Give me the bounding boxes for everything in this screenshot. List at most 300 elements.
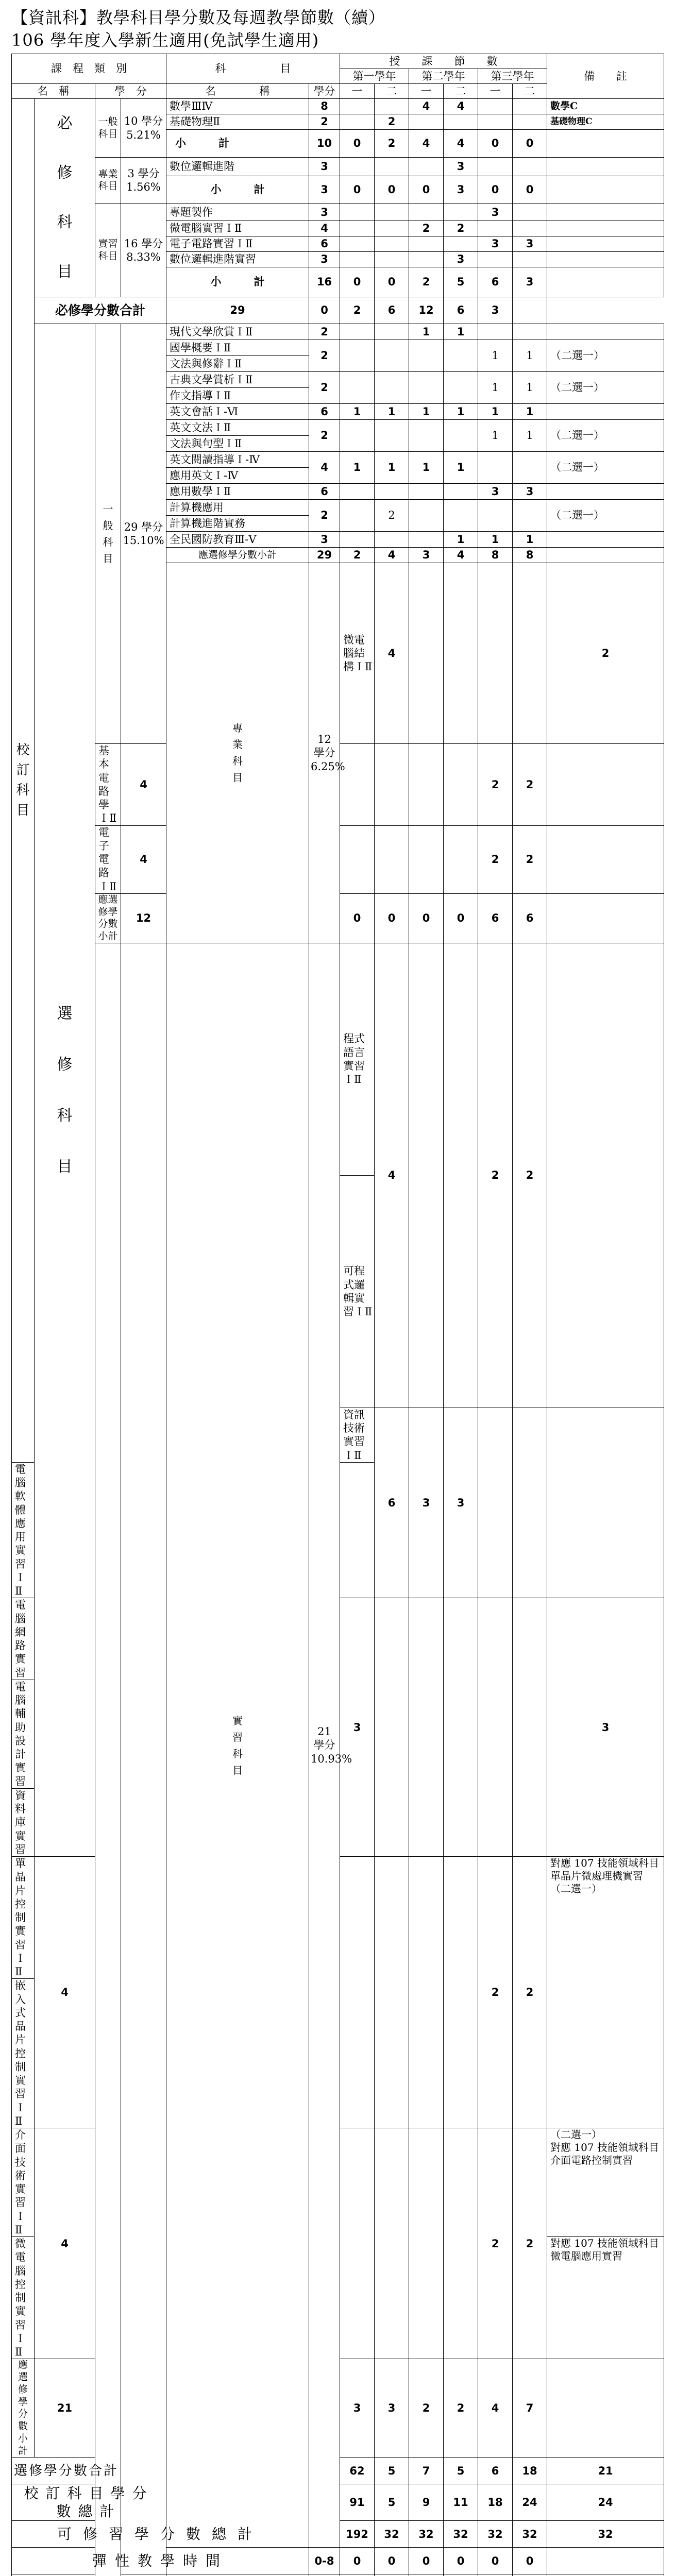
vertical-char: 目 — [232, 771, 243, 784]
cell-line: 6.25% — [311, 760, 345, 773]
remark-cell: （二選一） — [547, 372, 664, 404]
hours-cell: 0 — [375, 176, 409, 204]
subject-name: 文法與句型ＩⅡ — [166, 436, 309, 452]
remark-cell — [547, 2548, 664, 2574]
hours-cell: 0 — [478, 2548, 513, 2574]
hours-cell — [375, 532, 409, 548]
category-header: 課 程 類 別 — [12, 54, 166, 84]
hours-cell — [513, 99, 547, 114]
professional-credits — [309, 563, 345, 943]
cell-line: 12 學分 — [313, 733, 335, 759]
hours-cell: 2 — [375, 500, 409, 532]
hours-cell: 4 — [444, 99, 478, 114]
hours-cell — [478, 158, 513, 176]
subject-name: 專題製作 — [166, 204, 309, 221]
remark-cell: 對應 107 技能領域科目單晶片微處理機實習 （二選一） — [547, 1857, 664, 2128]
hours-cell — [340, 221, 375, 236]
hours-cell: 0 — [409, 2548, 444, 2574]
hours-cell — [340, 1857, 375, 2128]
subject-name: 資訊技術實習ＩⅡ — [340, 1408, 375, 1462]
remark-cell: 基礎物理C — [547, 114, 664, 130]
hours-cell: 5 — [444, 2458, 478, 2484]
hours-cell — [409, 943, 444, 1408]
hours-cell: 5 — [375, 2484, 409, 2521]
hours-cell — [513, 1408, 547, 1598]
hours-cell — [513, 114, 547, 130]
hours-cell — [478, 500, 513, 532]
hours-cell — [444, 484, 478, 500]
hours-cell — [478, 452, 513, 484]
hours-cell: 1 — [478, 372, 513, 404]
remark-cell — [547, 130, 664, 158]
remarks-header: 備 註 — [547, 54, 664, 99]
general-label: 一般科目 — [95, 99, 121, 158]
hours-cell: 2 — [478, 744, 513, 826]
subject-credit: 4 — [309, 452, 340, 484]
hours-cell — [340, 204, 375, 221]
hours-cell: 5 — [375, 2458, 409, 2484]
hours-cell: 6 — [478, 893, 513, 943]
subject-name: 電子電路ＩⅡ — [95, 825, 121, 893]
hours-header: 授 課 節 數 — [340, 54, 547, 69]
hours-cell: 2 — [513, 2128, 547, 2359]
practice-label — [166, 943, 309, 2548]
hours-cell — [478, 99, 513, 114]
curriculum-table — [11, 54, 664, 2576]
elective-label — [35, 324, 95, 1857]
subject-name: 英文文法ＩⅡ — [166, 420, 309, 436]
hours-cell: 2 — [513, 825, 547, 893]
vertical-char: 一 — [103, 503, 113, 515]
hours-cell — [375, 158, 409, 176]
vertical-char: 專 — [232, 722, 243, 735]
hours-cell — [375, 99, 409, 114]
subject-credit: 6 — [309, 404, 340, 420]
hours-cell — [478, 252, 513, 267]
subject-credit: 6 — [309, 484, 340, 500]
subtotal-label: 應選修學分數小計 — [166, 548, 309, 563]
hours-cell — [375, 2128, 409, 2359]
subject-name: 電腦軟體應用實習ＩⅡ — [12, 1462, 35, 1598]
cell-line: 3 學分 — [127, 167, 160, 180]
hours-cell: 4 — [444, 130, 478, 158]
hours-cell: 24 — [513, 2484, 547, 2521]
cell-line: 8.33% — [126, 250, 161, 263]
hours-cell: 2 — [478, 2128, 513, 2359]
hours-cell — [375, 484, 409, 500]
sem-header: 一 — [478, 84, 513, 99]
general-credits — [121, 324, 166, 744]
vertical-char: 習 — [232, 1731, 243, 1743]
hours-cell: 3 — [478, 236, 513, 252]
hours-cell: 2 — [375, 114, 409, 130]
hours-cell: 9 — [409, 2484, 444, 2521]
hours-cell — [375, 420, 409, 452]
cell-line: 21 學分 — [313, 1725, 335, 1752]
professional-credits — [121, 158, 166, 204]
hours-cell: 1 — [340, 404, 375, 420]
professional-label — [166, 563, 309, 943]
hours-cell: 1 — [340, 452, 375, 484]
table-row — [12, 324, 664, 340]
subtotal-credit: 12 — [121, 893, 166, 943]
hours-cell — [409, 500, 444, 532]
hours-cell: 32 — [547, 2521, 664, 2548]
hours-cell: 7 — [513, 2359, 547, 2458]
hours-cell: 3 — [513, 267, 547, 297]
hours-cell: 0 — [409, 176, 444, 204]
vertical-char: 般 — [103, 519, 113, 532]
subject-credit: 4 — [121, 825, 166, 893]
year3-header: 第三學年 — [478, 69, 547, 84]
hours-cell — [444, 1598, 478, 1857]
hours-cell: 32 — [444, 2521, 478, 2548]
hours-cell: 1 — [409, 452, 444, 484]
remark-cell: （二選一） — [547, 500, 664, 532]
hours-cell: 0 — [375, 893, 409, 943]
hours-cell — [375, 825, 409, 893]
subject-name: 應用英文Ｉ-Ⅳ — [166, 468, 309, 484]
remark-cell: （二選一） — [547, 420, 664, 452]
hours-cell — [444, 420, 478, 452]
cell-line: 10.93% — [311, 1752, 352, 1765]
subject-credit: 6 — [309, 236, 340, 252]
remark-cell — [547, 404, 664, 420]
subtotal-label: 小 計 — [166, 267, 309, 297]
hours-cell: 3 — [340, 2359, 375, 2458]
hours-cell — [409, 1857, 444, 2128]
subtotal-credit: 3 — [309, 176, 340, 204]
hours-cell — [409, 340, 444, 372]
subject-credit: 4 — [35, 1857, 95, 2128]
school-total-credit: 91 — [340, 2484, 375, 2521]
subject-name: 現代文學欣賞ＩⅡ — [166, 324, 309, 340]
subject-credit: 2 — [309, 500, 340, 532]
hours-cell — [340, 532, 375, 548]
subject-name: 資料庫實習 — [12, 1788, 35, 1856]
all-total-label: 可修習學分數總計 — [12, 2521, 309, 2548]
sem-header: 二 — [444, 84, 478, 99]
vertical-char: 科 — [57, 213, 73, 231]
hours-cell: 1 — [478, 420, 513, 452]
hours-cell — [409, 563, 444, 744]
table-row — [12, 297, 664, 324]
hours-cell — [513, 452, 547, 484]
hours-cell: 0 — [309, 297, 340, 324]
hours-cell: 3 — [478, 204, 513, 221]
hours-cell — [375, 340, 409, 372]
hours-cell — [340, 114, 375, 130]
vertical-char: 科 — [232, 1747, 243, 1760]
hours-cell: 2 — [409, 221, 444, 236]
hours-cell — [513, 324, 547, 340]
vertical-char: 目 — [57, 1158, 73, 1176]
hours-cell: 2 — [478, 1857, 513, 2128]
hours-cell — [375, 252, 409, 267]
hours-cell — [409, 252, 444, 267]
table-row — [12, 99, 664, 114]
remark-cell — [547, 893, 664, 943]
hours-cell: 0 — [340, 2548, 375, 2574]
hours-cell: 1 — [444, 452, 478, 484]
hours-cell: 2 — [513, 943, 547, 1408]
subject-credit: 3 — [309, 158, 340, 176]
credit-header: 學 分 — [95, 84, 166, 99]
hours-cell: 32 — [478, 2521, 513, 2548]
subject-name: 電腦網路實習 — [12, 1598, 35, 1680]
hours-cell — [375, 204, 409, 221]
school-total-label: 校訂科目學分數總計 — [12, 2484, 166, 2521]
hours-cell: 1 — [375, 452, 409, 484]
remark-cell — [547, 2359, 664, 2458]
remark-cell — [547, 548, 664, 563]
subject-name: 國學概要ＩⅡ — [166, 340, 309, 356]
hours-cell: 3 — [444, 252, 478, 267]
table-row — [12, 54, 664, 69]
hours-cell — [444, 2128, 478, 2359]
hours-cell — [444, 204, 478, 221]
hours-cell — [375, 236, 409, 252]
remark-cell — [547, 825, 664, 893]
required-total-label: 必修學分數合計 — [35, 297, 166, 324]
hours-cell: 12 — [409, 297, 444, 324]
subtotal-label: 小 計 — [166, 176, 309, 204]
subject-name: 作文指導ＩⅡ — [166, 388, 309, 404]
subtotal-credit: 29 — [309, 548, 340, 563]
subject-name: 基本電路學ＩⅡ — [95, 744, 121, 826]
hours-cell: 6 — [444, 297, 478, 324]
subject-name: 全民國防教育Ⅲ-Ⅴ — [166, 532, 309, 548]
hours-cell: 4 — [409, 130, 444, 158]
subject-credit: 4 — [375, 563, 409, 744]
subject-name: 文法與修辭ＩⅡ — [166, 356, 309, 372]
hours-cell: 0 — [340, 267, 375, 297]
subject-name: 數位邏輯進階 — [166, 158, 309, 176]
hours-cell — [478, 221, 513, 236]
required-total-credit: 29 — [166, 297, 309, 324]
subject-name: 介面技術實習ＩⅡ — [12, 2128, 35, 2237]
hours-cell: 6 — [513, 893, 547, 943]
hours-cell: 1 — [513, 404, 547, 420]
hours-cell — [340, 340, 375, 372]
cell-line: 29 學分 — [124, 520, 163, 533]
hours-cell — [478, 1408, 513, 1598]
hours-cell: 2 — [547, 563, 664, 744]
hours-cell — [513, 204, 547, 221]
subject-credit: 2 — [309, 420, 340, 452]
professional-label: 專業科目 — [95, 158, 121, 204]
hours-cell: 2 — [340, 548, 375, 563]
hours-cell — [340, 252, 375, 267]
hours-cell: 0 — [478, 130, 513, 158]
general-label — [95, 324, 121, 744]
elective-total-credit: 62 — [340, 2458, 375, 2484]
vertical-char: 選 — [57, 1005, 73, 1023]
hours-cell: 2 — [444, 2359, 478, 2458]
hours-cell: 1 — [375, 404, 409, 420]
hours-cell: 1 — [478, 404, 513, 420]
cell-line: 10 學分 — [124, 115, 163, 128]
sem-header: 二 — [375, 84, 409, 99]
practice-credits — [121, 204, 166, 297]
flex-credit: 0-8 — [309, 2548, 340, 2574]
subject-name: 英文會話Ｉ-Ⅵ — [166, 404, 309, 420]
hours-cell — [375, 1857, 409, 2128]
hours-cell: 7 — [409, 2458, 444, 2484]
remark-cell — [547, 484, 664, 500]
subject-credit: 4 — [375, 943, 409, 1408]
hours-cell: 2 — [375, 130, 409, 158]
table-row — [12, 943, 664, 1175]
subject-header: 科 目 — [166, 54, 340, 84]
remark-cell — [547, 221, 664, 236]
cell-line: 15.10% — [123, 534, 164, 547]
hours-cell — [409, 158, 444, 176]
hours-cell — [375, 1598, 409, 1857]
hours-cell: 0 — [340, 176, 375, 204]
hours-cell — [375, 744, 409, 826]
hours-cell: 6 — [375, 297, 409, 324]
vertical-char: 目 — [16, 802, 30, 818]
practice-credits — [309, 943, 352, 2548]
hours-cell: 6 — [478, 267, 513, 297]
hours-cell — [340, 324, 375, 340]
subject-credit: 3 — [309, 252, 340, 267]
remark-cell: （二選一） 對應 107 技能領域科目介面電路控制實習 — [547, 2128, 664, 2237]
cell-line: 1.56% — [126, 181, 161, 194]
hours-cell — [409, 744, 444, 826]
hours-cell: 3 — [444, 1408, 478, 1598]
hours-cell — [444, 825, 478, 893]
cell-line: 5.21% — [126, 128, 161, 141]
remark-cell — [547, 744, 664, 826]
subtotal-label: 應選修學分數小計 — [95, 893, 121, 943]
remark-cell — [547, 236, 664, 252]
hours-cell: 0 — [444, 2548, 478, 2574]
hours-cell: 3 — [513, 484, 547, 500]
hours-cell: 5 — [444, 267, 478, 297]
name-header: 名 稱 — [12, 84, 95, 99]
hours-cell — [513, 1598, 547, 1857]
hours-cell: 1 — [444, 532, 478, 548]
hours-cell: 3 — [409, 548, 444, 563]
subject-credit: 3 — [309, 532, 340, 548]
subject-name: 數學ⅢⅣ — [166, 99, 309, 114]
hours-cell: 2 — [478, 943, 513, 1408]
sem-header: 一 — [409, 84, 444, 99]
school-label — [12, 99, 35, 1463]
hours-cell: 32 — [513, 2521, 547, 2548]
subject-credit: 3 — [309, 204, 340, 221]
vertical-char: 必 — [57, 114, 73, 132]
hours-cell: 1 — [478, 532, 513, 548]
hours-cell — [409, 484, 444, 500]
hours-cell — [478, 324, 513, 340]
cell-line: 16 學分 — [124, 237, 163, 250]
subject-name: 單晶片控制實習ＩⅡ — [12, 1857, 35, 1979]
subject-name-header: 名 稱 — [166, 84, 309, 99]
subject-name: 基礎物理Ⅱ — [166, 114, 309, 130]
year2-header: 第二學年 — [409, 69, 478, 84]
subject-name: 微電腦控制實習ＩⅡ — [12, 2237, 35, 2359]
hours-cell: 1 — [409, 404, 444, 420]
hours-cell — [547, 1408, 664, 1598]
hours-cell — [444, 943, 478, 1408]
flex-label: 彈性教學時間 — [12, 2548, 309, 2574]
all-total-credit: 192 — [340, 2521, 375, 2548]
hours-cell: 4 — [444, 548, 478, 563]
remark-cell: （二選一） — [547, 452, 664, 484]
hours-cell — [409, 1598, 444, 1857]
remark-cell: （二選一） — [547, 340, 664, 372]
subtotal-credit: 21 — [35, 2359, 95, 2458]
hours-cell — [340, 236, 375, 252]
hours-cell: 21 — [547, 2458, 664, 2484]
elective-total-label: 選修學分數合計 — [12, 2458, 121, 2484]
hours-cell: 1 — [409, 324, 444, 340]
hours-cell: 1 — [513, 340, 547, 372]
subject-credit: 2 — [309, 340, 340, 372]
hours-cell — [375, 372, 409, 404]
hours-cell — [547, 943, 664, 1408]
vertical-char: 科 — [103, 536, 113, 548]
subject-credit: 2 — [309, 372, 340, 404]
hours-cell: 3 — [513, 236, 547, 252]
hours-cell — [340, 158, 375, 176]
hours-cell: 4 — [409, 99, 444, 114]
subject-credit-header: 學分 — [309, 84, 340, 99]
vertical-char: 業 — [232, 738, 243, 751]
hours-cell — [409, 204, 444, 221]
hours-cell: 2 — [478, 825, 513, 893]
hours-cell: 1 — [478, 340, 513, 372]
hours-cell — [340, 500, 375, 532]
vertical-char: 實 — [232, 1714, 243, 1727]
hours-cell: 1 — [513, 532, 547, 548]
hours-cell: 0 — [513, 176, 547, 204]
hours-cell — [513, 500, 547, 532]
vertical-char: 科 — [57, 1107, 73, 1125]
sem-header: 二 — [513, 84, 547, 99]
hours-cell — [409, 532, 444, 548]
subject-name: 電腦輔助設計實習 — [12, 1680, 35, 1788]
hours-cell: 3 — [444, 158, 478, 176]
table-row — [12, 204, 664, 221]
hours-cell — [409, 825, 444, 893]
school-label-2 — [95, 943, 121, 2576]
hours-cell — [444, 114, 478, 130]
hours-cell — [409, 236, 444, 252]
hours-cell — [375, 324, 409, 340]
subject-credit: 6 — [375, 1408, 409, 1598]
hours-cell: 11 — [444, 2484, 478, 2521]
hours-cell: 3 — [375, 2359, 409, 2458]
hours-cell: 2 — [444, 221, 478, 236]
vertical-char: 訂 — [16, 762, 30, 778]
remark-cell — [547, 267, 664, 297]
hours-cell: 0 — [340, 893, 375, 943]
hours-cell — [340, 744, 375, 826]
remark-cell: 數學C — [547, 99, 664, 114]
subject-name: 古典文學賞析ＩⅡ — [166, 372, 309, 388]
subtotal-label: 應選修學分數小計 — [12, 2359, 35, 2458]
remark-cell — [547, 204, 664, 221]
hours-cell — [340, 372, 375, 404]
subject-name: 數位邏輯進階實習 — [166, 252, 309, 267]
hours-cell: 3 — [478, 484, 513, 500]
subject-credit: 2 — [309, 324, 340, 340]
hours-cell — [513, 221, 547, 236]
